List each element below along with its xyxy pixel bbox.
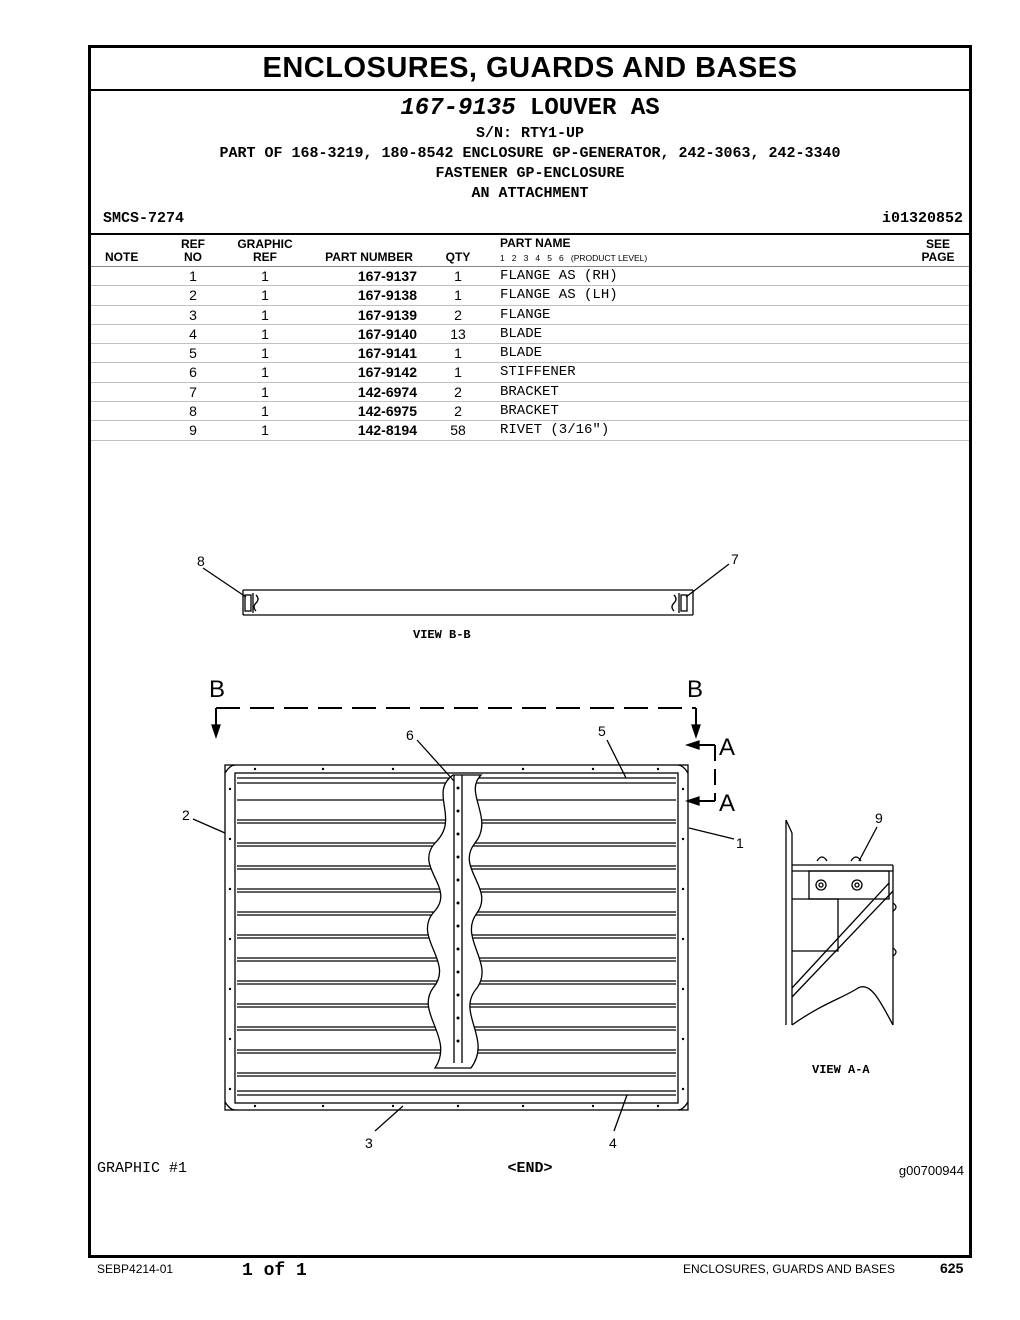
page-frame	[88, 45, 972, 1258]
part-of-line: PART OF 168-3219, 180-8542 ENCLOSURE GP-GENERATOR, 242-3063, 242-3340	[219, 145, 841, 162]
graphic-ref: 1	[261, 364, 269, 381]
quantity: 1	[454, 345, 462, 362]
doc-id: SEBP4214-01	[97, 1262, 174, 1276]
view-aa-label: VIEW A-A	[812, 1063, 870, 1077]
part-number: 167-9137	[357, 268, 417, 284]
header-part-number: PART NUMBER	[325, 250, 413, 264]
graphic-ref: 1	[261, 422, 269, 439]
part-name: FLANGE	[500, 306, 551, 323]
smcs-code: SMCS-7274	[103, 210, 185, 227]
part-number: 167-9139	[357, 306, 417, 323]
serial-range: S/N: RTY1-UP	[475, 125, 585, 142]
graphic-ref: 1	[261, 268, 269, 284]
part-title-name: LOUVER AS	[530, 95, 660, 122]
callout-1: 1	[736, 835, 744, 851]
part-name: FLANGE AS (LH)	[500, 287, 618, 304]
header-graphic-bottom: REF	[253, 250, 277, 264]
graphic-id: g00700944	[898, 1163, 964, 1178]
header-see-top: SEE	[925, 237, 950, 251]
quantity: 2	[454, 306, 462, 323]
view-bb-label: VIEW B-B	[413, 628, 471, 642]
callout-9: 9	[875, 810, 883, 826]
illustration-ref: i01320852	[881, 210, 963, 227]
part-number: 142-8194	[357, 422, 417, 439]
callout-6: 6	[406, 727, 414, 743]
graphic-ref: 1	[261, 383, 269, 400]
ref-no: 2	[189, 287, 197, 304]
ref-no: 9	[189, 422, 197, 439]
ref-no: 7	[189, 383, 197, 400]
section-line-bb	[212, 708, 700, 737]
part-number: 167-9141	[357, 345, 417, 362]
header-see-bottom: PAGE	[921, 250, 955, 264]
ref-no: 6	[189, 364, 197, 381]
section-title: ENCLOSURES, GUARDS AND BASES	[262, 52, 798, 84]
section-a-bottom: A	[719, 790, 736, 817]
part-number: 167-9142	[357, 364, 417, 381]
graphic-label: GRAPHIC #1	[97, 1160, 188, 1177]
header-ref-bottom: NO	[184, 250, 202, 264]
view-aa-drawing	[786, 820, 896, 1025]
ref-no: 5	[189, 345, 197, 362]
ref-no: 8	[189, 403, 197, 420]
callout-4: 4	[609, 1135, 617, 1151]
graphic-ref: 1	[261, 325, 269, 342]
part-number: 167-9140	[357, 325, 417, 342]
footer-section: ENCLOSURES, GUARDS AND BASES	[683, 1262, 896, 1276]
part-title-number: 167-9135	[400, 95, 516, 122]
graphic-ref: 1	[261, 345, 269, 362]
section-line-aa	[687, 741, 715, 805]
graphic-ref: 1	[261, 403, 269, 420]
fastener-line: FASTENER GP-ENCLOSURE	[435, 165, 625, 182]
part-number: 167-9138	[357, 287, 417, 304]
callout-3: 3	[365, 1135, 373, 1151]
part-name: BLADE	[500, 345, 543, 362]
part-name: RIVET (3/16")	[500, 422, 610, 439]
header-ref-top: REF	[181, 237, 205, 251]
quantity: 1	[454, 268, 462, 284]
quantity: 2	[454, 403, 462, 420]
part-number: 142-6975	[357, 403, 417, 420]
part-name: FLANGE AS (RH)	[500, 268, 618, 284]
ref-no: 4	[189, 325, 197, 342]
quantity: 13	[450, 325, 466, 342]
louver-illustration	[91, 48, 969, 1198]
quantity: 1	[454, 287, 462, 304]
graphic-ref: 1	[261, 287, 269, 304]
page-count: 1 of 1	[242, 1261, 307, 1281]
view-bb-drawing	[203, 564, 729, 615]
part-name: BLADE	[500, 325, 543, 342]
quantity: 58	[450, 422, 466, 439]
quantity: 1	[454, 364, 462, 381]
header-note: NOTE	[105, 250, 139, 264]
callout-5: 5	[598, 723, 606, 739]
callout-8: 8	[197, 553, 205, 569]
end-marker: <END>	[507, 1160, 553, 1177]
part-name: STIFFENER	[500, 364, 576, 381]
ref-no: 1	[189, 268, 197, 284]
callout-2: 2	[182, 807, 190, 823]
section-b-right: B	[687, 676, 704, 703]
quantity: 2	[454, 383, 462, 400]
stiffener-cutaway	[427, 775, 482, 1068]
graphic-ref: 1	[261, 306, 269, 323]
header-part-name: PART NAME	[500, 236, 571, 250]
part-name: BRACKET	[500, 383, 559, 400]
section-a-top: A	[719, 734, 736, 761]
section-b-left: B	[209, 676, 226, 703]
ref-no: 3	[189, 306, 197, 323]
part-number: 142-6974	[357, 383, 417, 400]
header-product-levels: 1 2 3 4 5 6 (PRODUCT LEVEL)	[500, 253, 648, 263]
part-name: BRACKET	[500, 403, 559, 420]
callout-7: 7	[731, 551, 739, 567]
attachment-line: AN ATTACHMENT	[471, 185, 589, 202]
header-qty: QTY	[445, 250, 471, 264]
header-graphic-top: GRAPHIC	[237, 237, 293, 251]
